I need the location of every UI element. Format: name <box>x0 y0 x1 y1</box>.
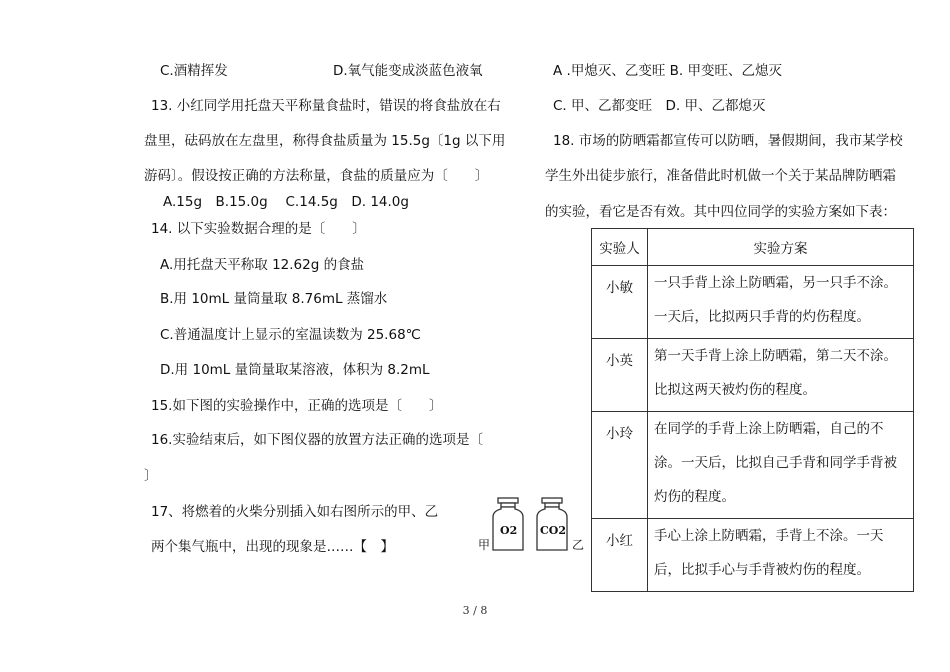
question-16-line2: 〕 <box>144 468 158 484</box>
question-14-option-d: D.用 10mL 量筒量取某溶液，体积为 8.2mL <box>160 362 430 378</box>
row-plan: 手心上涂上防晒霜，手背上不涂。一天后，比拟手心与手背被灼伤的程度。 <box>648 519 914 592</box>
question-14-option-b: B.用 10mL 量筒量取 8.76mL 蒸馏水 <box>160 291 388 307</box>
table-row <box>592 266 914 339</box>
question-18-line2: 学生外出徒步旅行，准备借此时机做一个关于某品牌防晒霜 <box>545 168 896 184</box>
row-person: 小红 <box>592 519 648 592</box>
option-c: C.酒精挥发 <box>160 63 228 79</box>
question-17-options-cd: C. 甲、乙都变旺 D. 甲、乙都熄灭 <box>553 98 766 114</box>
bottle-left-gas: O2 <box>500 524 518 537</box>
table-row <box>592 339 914 412</box>
question-14-option-a: A.用托盘天平称取 12.62g 的食盐 <box>160 257 365 273</box>
question-17-line1: 17、将燃着的火柴分别插入如右图所示的甲、乙 <box>151 504 439 520</box>
question-14-option-c: C.普通温度计上显示的室温读数为 25.68℃ <box>160 327 421 343</box>
question-13-line2: 盘里，砝码放在左盘里，称得食盐质量为 15.5g〔1g 以下用 <box>144 133 506 149</box>
question-15: 15.如下图的实验操作中，正确的选项是〔 〕 <box>151 398 443 414</box>
header-person: 实验人 <box>592 229 648 266</box>
row-person: 小敏 <box>592 266 648 339</box>
option-d: D.氧气能变成淡蓝色液氧 <box>333 63 483 79</box>
gas-bottles-figure <box>470 495 590 555</box>
table-header-row <box>592 229 914 266</box>
question-17-options-ab: A .甲熄灭、乙变旺 B. 甲变旺、乙熄灭 <box>553 63 782 79</box>
question-13-line1: 13. 小红同学用托盘天平称量食盐时，错误的将食盐放在右 <box>151 98 501 114</box>
bottle-right-name: 乙 <box>572 538 585 552</box>
experiment-table <box>591 228 914 592</box>
question-13-line3: 游码〕。假设按正确的方法称量，食盐的质量应为〔 〕 <box>144 168 489 184</box>
page-number: 3 / 8 <box>462 604 488 617</box>
row-person: 小英 <box>592 339 648 412</box>
question-18-line3: 的实验，看它是否有效。其中四位同学的实验方案如下表： <box>545 204 896 220</box>
question-18-line1: 18. 市场的防晒霜都宣传可以防晒，暑假期间，我市某学校 <box>553 133 903 149</box>
question-14: 14. 以下实验数据合理的是〔 〕 <box>151 221 366 237</box>
question-16-line1: 16.实验结束后，如下图仪器的放置方法正确的选项是〔 <box>151 432 483 448</box>
question-13-options: A.15g B.15.0g C.14.5g D. 14.0g <box>163 194 409 210</box>
table-row <box>592 412 914 519</box>
bottle-left-name: 甲 <box>478 538 491 552</box>
row-plan: 在同学的手背上涂上防晒霜，自己的不涂。一天后，比拟自己手背和同学手背被灼伤的程度。 <box>648 412 914 519</box>
table-row <box>592 519 914 592</box>
question-17-line2: 两个集气瓶中，出现的现象是……【 】 <box>151 539 394 555</box>
row-plan: 第一天手背上涂上防晒霜，第二天不涂。比拟这两天被灼伤的程度。 <box>648 339 914 412</box>
header-plan: 实验方案 <box>648 229 914 266</box>
row-plan: 一只手背上涂上防晒霜，另一只手不涂。一天后，比拟两只手背的灼伤程度。 <box>648 266 914 339</box>
bottle-right-gas: CO2 <box>540 524 566 537</box>
row-person: 小玲 <box>592 412 648 519</box>
